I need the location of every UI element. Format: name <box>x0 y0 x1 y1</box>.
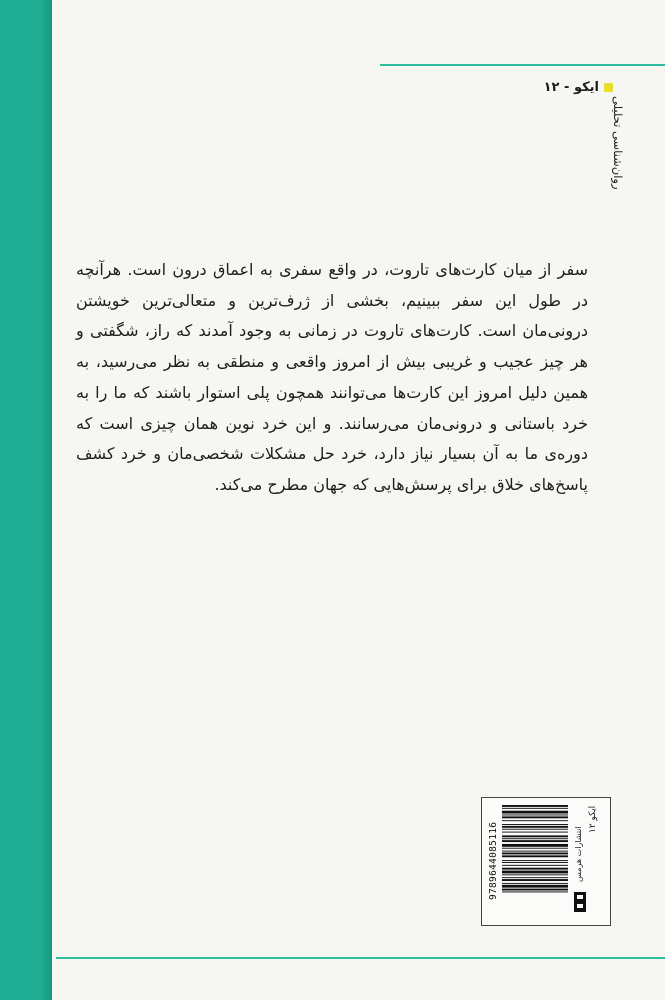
barcode-bar <box>502 844 568 847</box>
back-cover-blurb: سفر از میان کارت‌های تاروت، در واقع سفری به اعماق درون است. هرآنچه در طول این سفر ببینیم، بخشی از ژرف‌ترین و متعالی‌ترین خویشتن درونی‌مان است. کارت‌های تاروت در زمانی به وجود آمدند که راز، شگفتی و هر چیز عجیب و غریبی بیش از امروز واقعی و منطقی به نظر می‌رسید، به همین دلیل امروز این کارت‌ها می‌توانند همچون پلی استوار باشند که ما را به خرد باستانی و درونی‌مان می‌رسانند. و این خرد نوین همان چیزی است که دوره‌ی ما به آن بسیار نیاز دارد، خرد حل مشکلات شخصی‌مان و خرد کشف پاسخ‌های خلاق برای پرسش‌هایی که جهان مطرح می‌کند. <box>76 260 588 494</box>
barcode-bar <box>502 808 568 809</box>
barcode-bars <box>502 804 568 917</box>
spine-shadow <box>40 0 52 1000</box>
barcode-bar <box>502 853 568 855</box>
barcode-series-label: ایکو ۱۲ <box>588 806 598 834</box>
barcode-bar <box>502 860 568 861</box>
barcode-publisher-label: انتشارات هرمس <box>574 826 583 882</box>
barcode-bar <box>502 877 568 878</box>
barcode-bar <box>502 835 568 837</box>
barcode-bar <box>502 840 568 842</box>
barcode-box <box>481 797 611 926</box>
barcode-bar <box>502 848 568 849</box>
barcode-bar <box>502 871 568 874</box>
barcode-bar <box>502 811 568 814</box>
barcode-bar <box>502 879 568 881</box>
barcode-bar <box>502 820 568 821</box>
barcode-bar <box>502 838 568 839</box>
series-subtitle: روان‌شناسی تحلیلی <box>611 96 625 190</box>
barcode-bar <box>502 851 568 852</box>
barcode-bar <box>502 885 568 888</box>
barcode-bar <box>502 815 568 816</box>
top-accent-rule <box>380 64 665 66</box>
barcode-bar <box>502 855 568 857</box>
series-dot-icon <box>604 83 613 92</box>
barcode-bar <box>502 816 568 818</box>
barcode-bar <box>502 829 568 830</box>
barcode-bar <box>502 889 568 891</box>
barcode-bar <box>502 862 568 863</box>
series-name: ایکو - ۱۲ <box>543 80 599 95</box>
barcode-digits: 9789644085116 <box>488 821 499 900</box>
barcode-bar <box>502 874 568 875</box>
series-label <box>544 80 613 95</box>
barcode-bar <box>502 826 568 828</box>
barcode-bar <box>502 824 568 825</box>
publisher-logo-icon <box>574 892 586 912</box>
barcode-bar <box>502 883 568 884</box>
bottom-accent-rule <box>56 957 665 959</box>
barcode-bar <box>502 832 568 833</box>
barcode-bar <box>502 865 568 866</box>
barcode-bar <box>502 805 568 807</box>
barcode-bar <box>502 868 568 870</box>
barcode-bar <box>502 891 568 892</box>
